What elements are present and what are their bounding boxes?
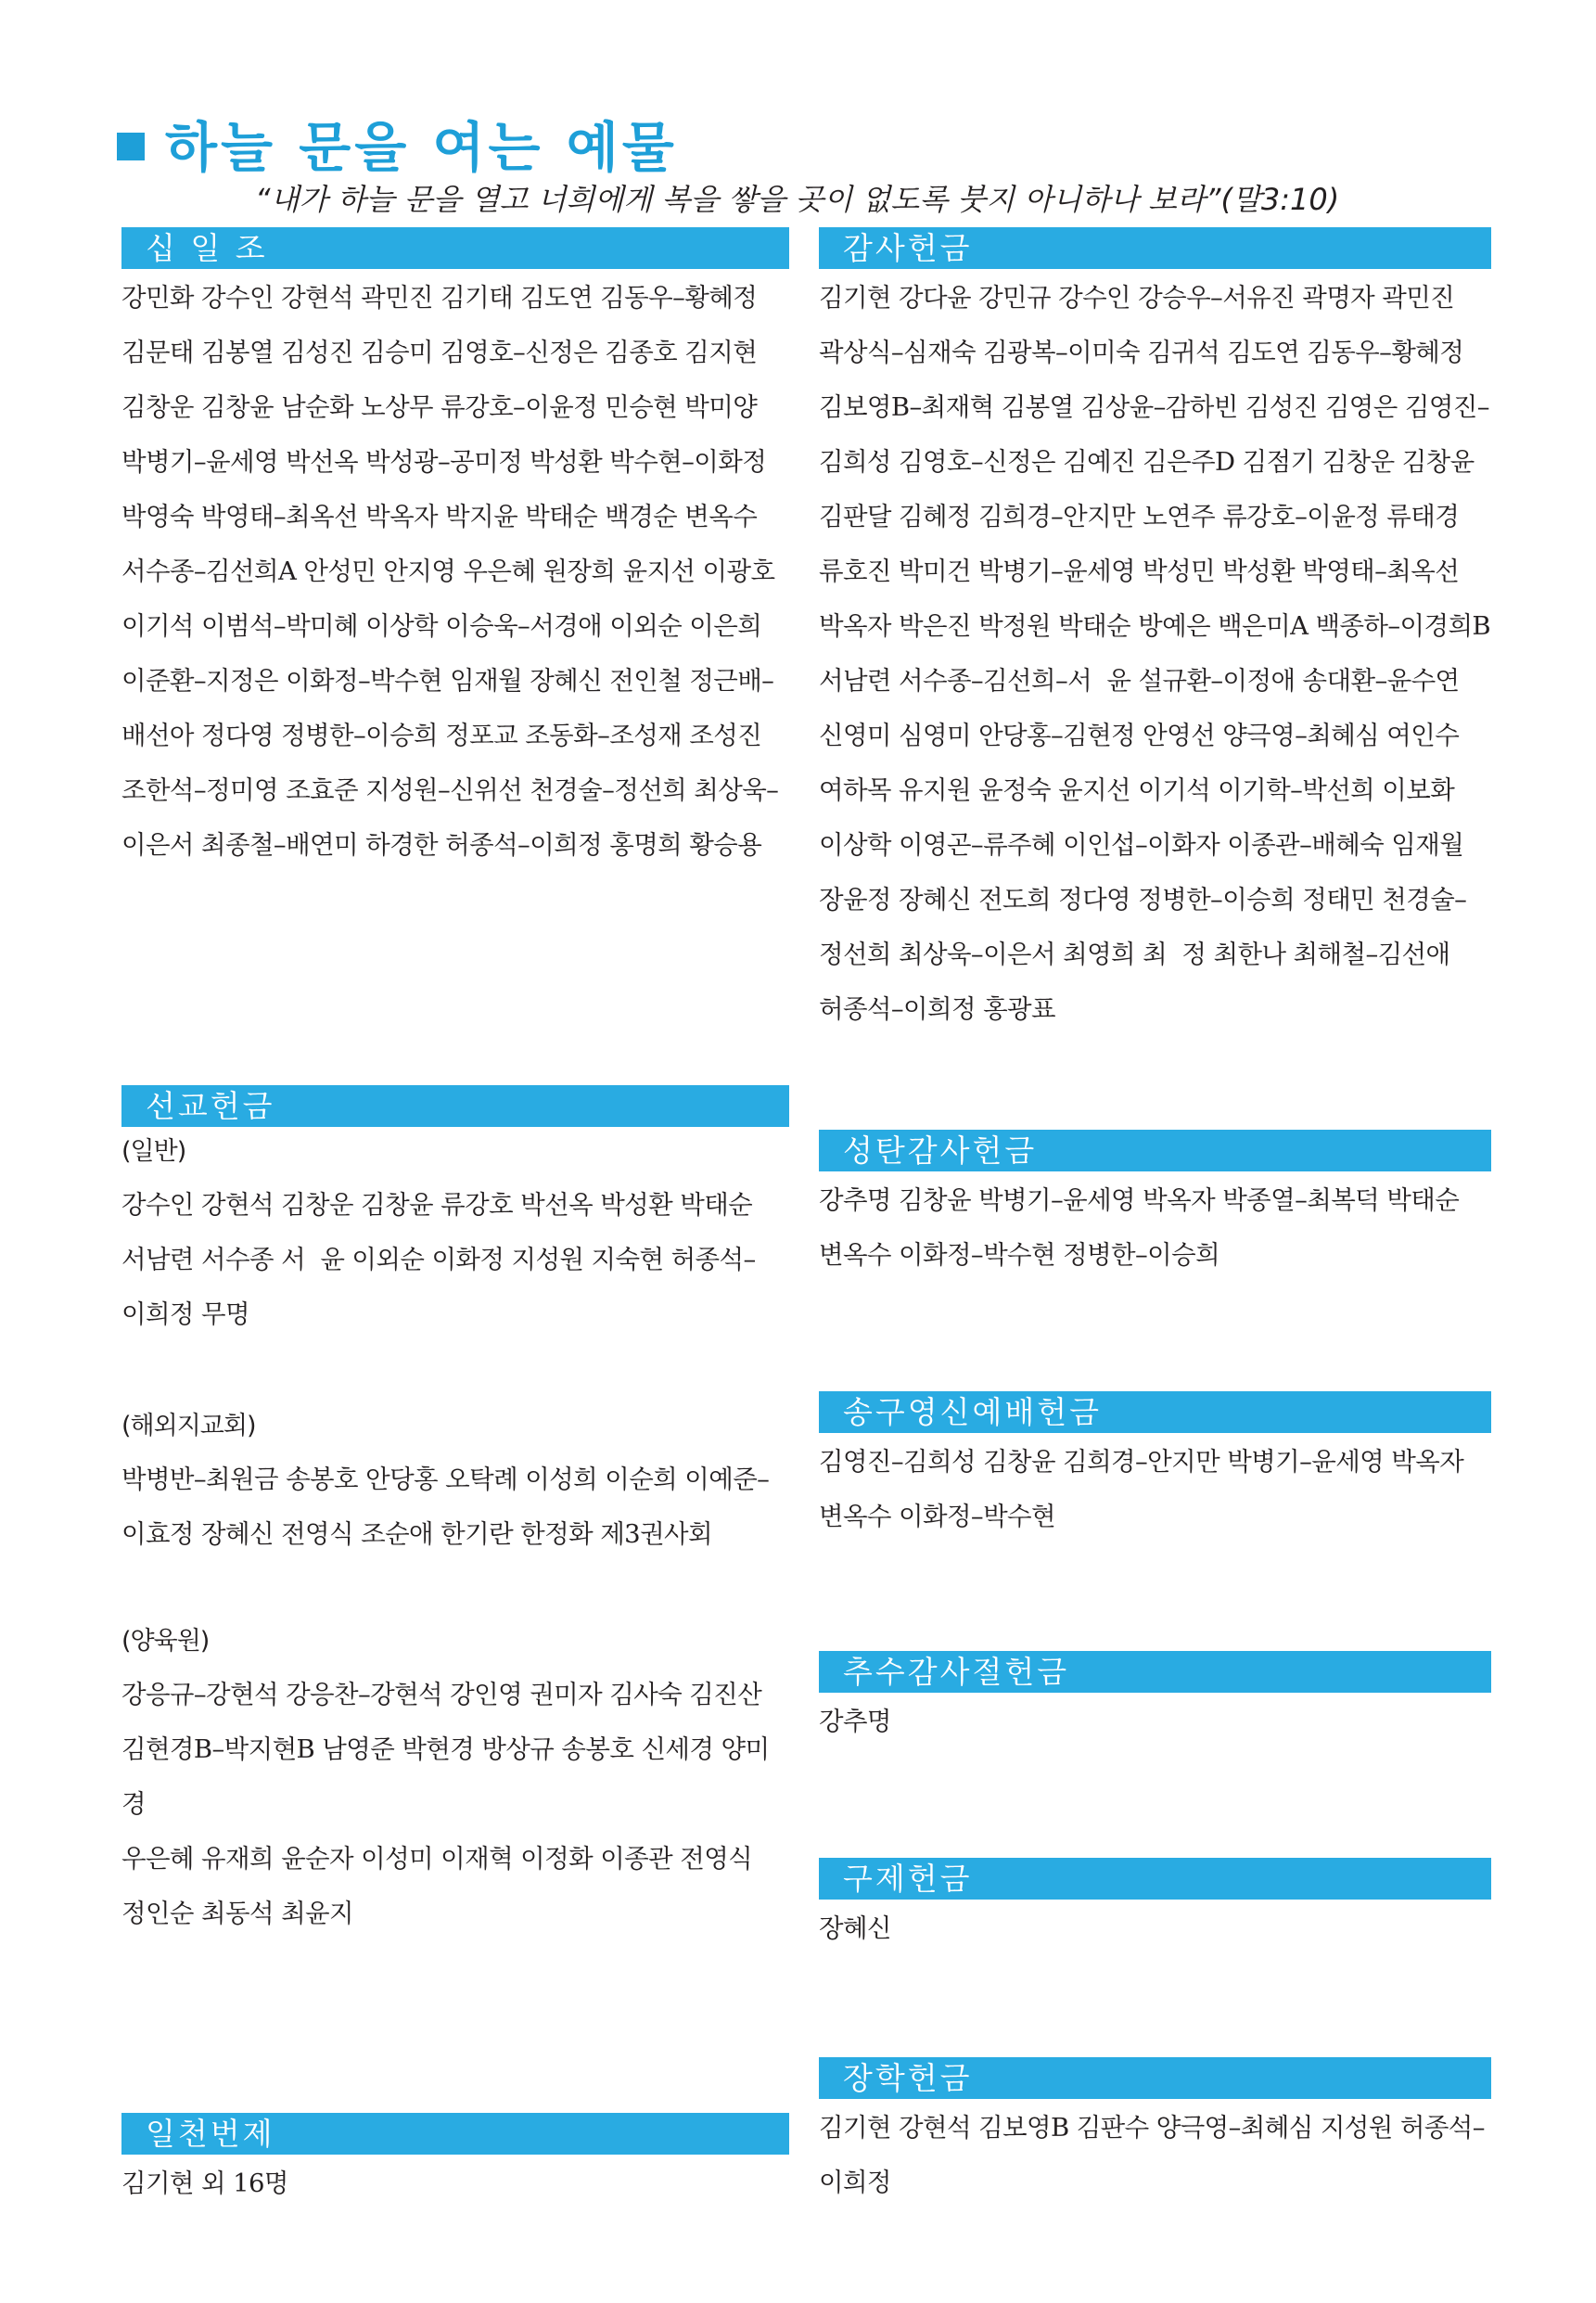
yearend-names: 김영진–김희성 김창윤 김희경–안지만 박병기–윤세영 박옥자 변옥수 이화정–박수현 <box>819 1447 1464 1531</box>
section-header-relief: 구제헌금 <box>819 1858 1491 1900</box>
thanks-names: 김기현 강다윤 강민규 강수인 강승우–서유진 곽명자 곽민진 곽상식–심재숙 김광복–이미숙 김귀석 김도연 김동우–황혜정 김보영B–최재혁 김봉열 김상윤–감하빈 김성진 김영은 김영진– 김희성 김영호–신정은 김예진 김은주D 김점기 김창운 김창윤 김판달 김혜정 김희경–안지만 노연주 류강호–이윤정 류태경 류호진 박미건 박병기–윤세영 박성민 박성환 박영태–최옥선 박옥자 박은진 박정원 박태순 방예은 백은미A 백종하–이경희B 서남련 서수종–김선희–서 윤 설규환–이정애 송대환–윤수연 신영미 심영미 안당홍–김현정 안영선 양극영–최혜심 여인수 여하목 유지원 윤정숙 윤지선 이기석 이기학–박선희 이보화 이상학 이영곤–류주혜 이인섭–이화자 이종관–배혜숙 임재월 장윤정 장혜신 전도희 정다영 정병한–이승희 정태민 천경술– 정선희 최상욱–이은서 최영희 최 정 최한나 최해철–김선애 허종석–이희정 홍광표 <box>819 283 1491 1024</box>
tithe-names: 강민화 강수인 강현석 곽민진 김기태 김도연 김동우–황혜정 김문태 김봉열 김성진 김승미 김영호–신정은 김종호 김지현 김창운 김창윤 남순화 노상무 류강호–이윤정 민승현 박미양 박병기–윤세영 박선옥 박성광–공미정 박성환 박수현–이화정 박영숙 박영태–최옥선 박옥자 박지윤 박태순 백경순 변옥수 서수종–김선희A 안성민 안지영 우은혜 원장희 윤지선 이광호 이기석 이범석–박미혜 이상학 이승욱–서경애 이외순 이은희 이준환–지정은 이화정–박수현 임재월 장혜신 전인철 정근배– 배선아 정다영 정병한–이승희 정포교 조동화–조성재 조성진 조한석–정미영 조효준 지성원–신위선 천경술–정선희 최상욱– 이은서 최종철–배연미 하경한 허종석–이희정 홍명희 황승용 <box>121 283 779 860</box>
section-header-tithe: 십 일 조 <box>121 227 789 269</box>
section-header-mission: 선교헌금 <box>121 1085 789 1127</box>
thousand-names: 김기현 외 16명 <box>121 2169 288 2198</box>
page-title-text: 하늘 문을 여는 예물 <box>165 116 678 179</box>
section-relief <box>819 1858 1491 1956</box>
section-thousand <box>121 2113 789 2211</box>
mission-overseas-names: 박병반–최원금 송봉호 안당홍 오탁례 이성희 이순희 이예준– 이효정 장혜신 전영식 조순애 한기란 한정화 제3권사회 <box>121 1465 770 1549</box>
section-header-thanks: 감사헌금 <box>819 227 1491 269</box>
harvest-names: 강추명 <box>819 1707 891 1736</box>
mission-nursing-names: 강응규–강현석 강응찬–강현석 강인영 권미자 김사숙 김진산 김현경B–박지현B 남영준 박현경 방상규 송봉호 신세경 양미경 우은혜 유재희 윤순자 이성미 이재혁 이정화 이종관 전영식 정인순 최동석 최윤지 <box>121 1680 770 1928</box>
section-thanks <box>819 227 1491 1037</box>
scholarship-names: 김기현 강현석 김보영B 김판수 양극영–최혜심 지성원 허종석– 이희정 <box>819 2113 1485 2197</box>
christmas-names: 강추명 김창윤 박병기–윤세영 박옥자 박종열–최복덕 박태순 변옥수 이화정–박수현 정병한–이승희 <box>819 1185 1460 1270</box>
mission-general <box>121 1133 789 1342</box>
mission-general-label: (일반) <box>121 1137 186 1166</box>
mission-overseas-label: (해외지교회) <box>121 1412 256 1440</box>
section-header-harvest: 추수감사절헌금 <box>819 1651 1491 1693</box>
section-header-yearend: 송구영신예배헌금 <box>819 1391 1491 1433</box>
section-yearend <box>819 1391 1491 1544</box>
scripture-verse: “내가 하늘 문을 열고 너희에게 복을 쌓을 곳이 없도록 붓지 아니하나 보라”(말3:10) <box>255 182 1340 217</box>
section-header-christmas: 성탄감사헌금 <box>819 1130 1491 1171</box>
mission-general-names: 강수인 강현석 김창운 김창윤 류강호 박선옥 박성환 박태순 서남련 서수종 서 윤 이외순 이화정 지성원 지숙현 허종석– 이희정 무명 <box>121 1190 756 1329</box>
square-bullet-icon <box>117 133 145 160</box>
section-header-thousand: 일천번제 <box>121 2113 789 2155</box>
section-harvest <box>819 1651 1491 1749</box>
section-header-scholarship: 장학헌금 <box>819 2057 1491 2099</box>
page-title <box>117 104 678 182</box>
section-tithe <box>121 227 789 873</box>
relief-names: 장혜신 <box>819 1913 891 1943</box>
mission-overseas <box>121 1408 789 1562</box>
section-christmas <box>819 1130 1491 1283</box>
section-mission <box>121 1085 789 1127</box>
mission-nursing-label: (양육원) <box>121 1627 210 1656</box>
mission-nursing <box>121 1623 789 1941</box>
section-scholarship <box>819 2057 1491 2210</box>
